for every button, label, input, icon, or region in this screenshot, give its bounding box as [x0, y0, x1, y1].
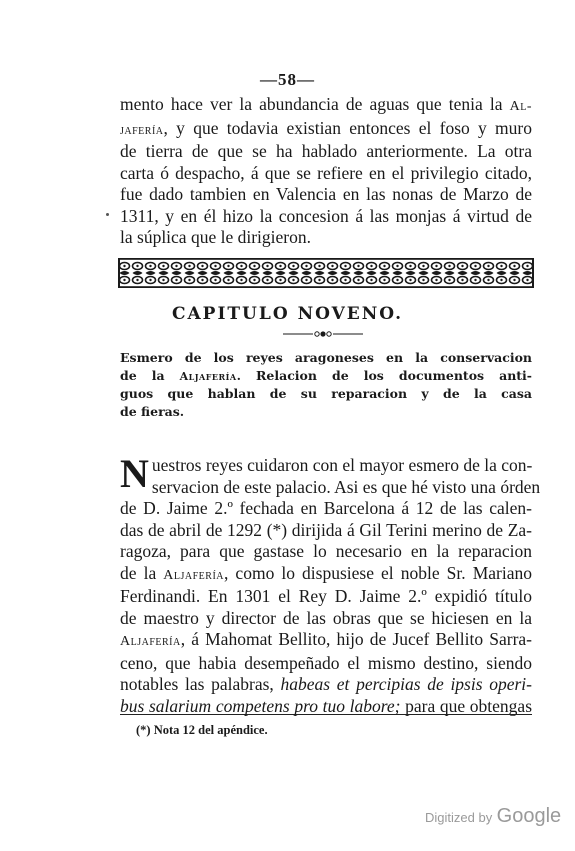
text-line: de tierra de que se ha hablado anteriormente. La otra	[120, 141, 532, 161]
chapter-title: CAPITULO NOVENO.	[171, 304, 404, 324]
text-line: mento hace ver la abundancia de aguas que tenia la Al-	[120, 94, 532, 114]
digitized-watermark	[425, 805, 561, 828]
summary-line: de fieras.	[120, 403, 185, 419]
summary-line: guos que hablan de su reparacion y de la casa	[120, 386, 532, 401]
footnote-rule	[120, 714, 532, 715]
text-line: de maestro y director de las obras que se hiciesen en la	[120, 607, 532, 628]
watermark-prefix: Digitized by	[425, 810, 493, 825]
chapter-summary	[120, 349, 532, 420]
text-line: bus salarium competens pro tuo labore; para que obtengas	[120, 695, 533, 716]
text-line: uestros reyes cuidaron con el mayor esmero de la con-	[151, 455, 533, 475]
text-line: carta ó despacho, á que se refiere en el privilegio citado,	[120, 162, 532, 183]
text-line: Ferdinandi. En 1301 el Rey D. Jaime 2.º expidió título	[120, 586, 532, 606]
page-number: —58—	[260, 70, 315, 89]
drop-cap: N	[120, 451, 149, 496]
summary-line: de la Aljafería. Relacion de los documentos anti-	[120, 367, 532, 383]
main-paragraph	[120, 451, 541, 717]
google-logo: Google	[496, 805, 562, 827]
title-flourish	[283, 330, 363, 338]
ornament-band	[118, 258, 534, 288]
summary-line: Esmero de los reyes aragoneses en la conservacion	[120, 350, 532, 365]
text-line: fue dado tambien en Valencia en las nonas de Marzo de	[120, 184, 532, 204]
text-line: servacion de este palacio. Asi es que hé visto una órden	[151, 476, 541, 497]
text-line: notables las palabras, habeas et percipias de ipsis operi-	[120, 674, 532, 694]
text-line: das de abril de 1292 (*) dirijida á Gil Terini merino de Za-	[120, 519, 532, 540]
text-line: 1311, y en él hizo la concesion á las monjas á virtud de	[120, 205, 532, 226]
top-paragraph	[120, 94, 532, 249]
footnote: (*) Nota 12 del apéndice.	[136, 723, 268, 737]
text-line: de la Aljafería, como lo dispusiese el noble Sr. Mariano	[120, 562, 532, 583]
text-line: de D. Jaime 2.º fechada en Barcelona á 12 de las calen-	[120, 498, 532, 518]
text-line: Aljafería, á Mahomat Bellito, hijo de Jucef Bellito Sarra-	[120, 629, 532, 649]
text-line: ragoza, para que gastase lo necesario en la reparacion	[120, 541, 532, 561]
text-line: jafería, y que todavia existian entonces el foso y muro	[120, 117, 532, 138]
text-line: la súplica que le dirigieron.	[120, 227, 311, 247]
text-line: ceno, que habia desempeñado el mismo destino, siendo	[120, 652, 532, 673]
margin-mark	[106, 213, 109, 216]
